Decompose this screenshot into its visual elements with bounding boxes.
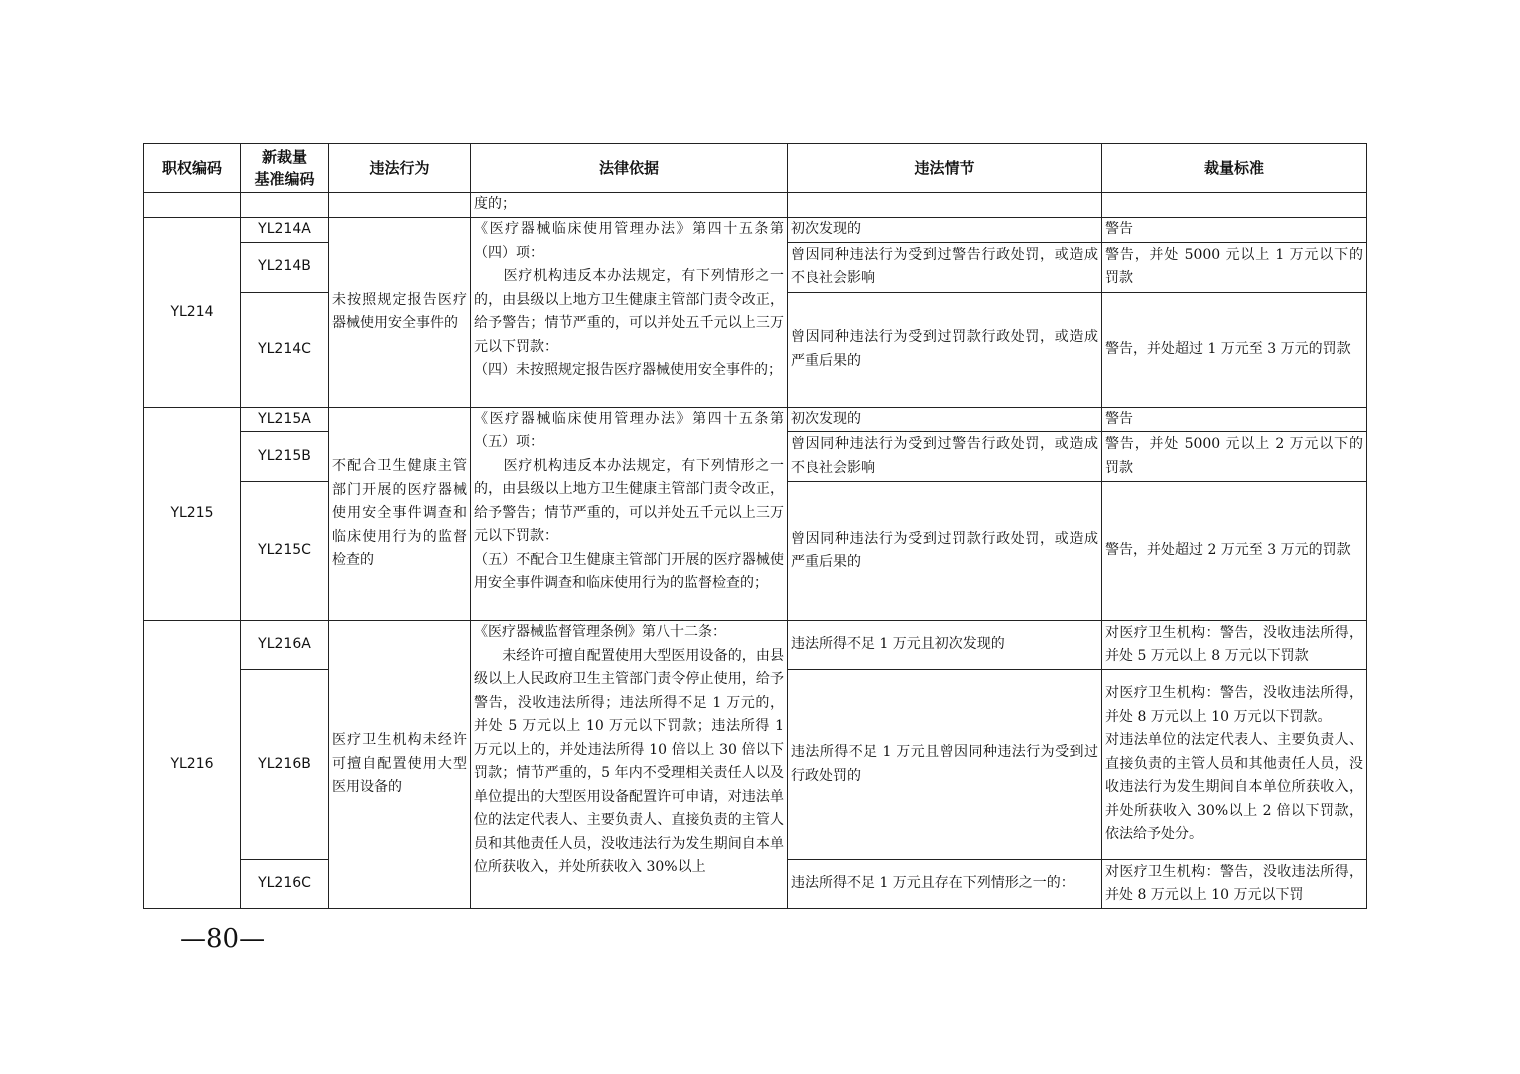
legal-basis: 《医疗器械临床使用管理办法》第四十五条第（五）项： 医疗机构违反本办法规定，有下列情形之一的，由县级以上地方卫生健康主管部门责令改正，给予警告；情节严重的，可以并处五千元以上三万元以下罚款： （五）不配合卫生健康主管部门开展的医疗器械使用安全事件调查和临床使用行为的监督检查的； — [471, 407, 788, 621]
table-row — [144, 218, 1367, 243]
benchmark-code: YL216A — [241, 621, 329, 670]
discretion-standard: 警告，并处超过 1 万元至 3 万元的罚款 — [1102, 292, 1367, 407]
empty-cell — [241, 193, 329, 218]
legal-basis: 《医疗器械监督管理条例》第八十二条： 未经许可擅自配置使用大型医用设备的，由县级以上人民政府卫生主管部门责令停止使用，给予警告，没收违法所得；违法所得不足 1 万元的，并处 5 万元以上 10 万元以下罚款；违法所得 1 万元以上的，并处违法所得 10 倍以上 30 倍以下罚款；情节严重的，5 年内不受理相关责任人以及单位提出的大型医用设备配置许可申请，对违法单位的法定代表人、主要负责人、直接负责的主管人员和其他责任人员，没收违法行为发生期间自本单位所获收入，并处所获收入 30%以上 — [471, 621, 788, 909]
header-legal-basis: 法律依据 — [471, 144, 788, 193]
penalty-discretion-table — [143, 143, 1367, 909]
empty-cell — [144, 193, 241, 218]
discretion-standard: 警告 — [1102, 407, 1367, 432]
circumstance: 违法所得不足 1 万元且初次发现的 — [788, 621, 1102, 670]
circumstance: 曾因同种违法行为受到过罚款行政处罚，或造成严重后果的 — [788, 292, 1102, 407]
table-header-row — [144, 144, 1367, 193]
discretion-standard: 对医疗卫生机构：警告，没收违法所得，并处 8 万元以上 10 万元以下罚款。 对违法单位的法定代表人、主要负责人、直接负责的主管人员和其他责任人员，没收违法行为发生期间自本单位所获收入，并处所获收入 30%以上 2 倍以下罚款，依法给予处分。 — [1102, 670, 1367, 860]
benchmark-code: YL215B — [241, 432, 329, 482]
circumstance: 曾因同种违法行为受到过罚款行政处罚，或造成严重后果的 — [788, 482, 1102, 621]
circumstance: 曾因同种违法行为受到过警告行政处罚，或造成不良社会影响 — [788, 242, 1102, 292]
header-circumstances: 违法情节 — [788, 144, 1102, 193]
benchmark-code: YL216B — [241, 670, 329, 860]
legal-basis: 《医疗器械临床使用管理办法》第四十五条第（四）项： 医疗机构违反本办法规定，有下列情形之一的，由县级以上地方卫生健康主管部门责令改正，给予警告；情节严重的，可以并处五千元以上三万元以下罚款： （四）未按照规定报告医疗器械使用安全事件的； — [471, 218, 788, 408]
benchmark-code: YL216C — [241, 860, 329, 909]
circumstance: 初次发现的 — [788, 218, 1102, 243]
benchmark-code: YL215C — [241, 482, 329, 621]
discretion-standard: 警告，并处 5000 元以上 2 万元以下的罚款 — [1102, 432, 1367, 482]
discretion-standard: 对医疗卫生机构：警告，没收违法所得，并处 5 万元以上 8 万元以下罚款 — [1102, 621, 1367, 670]
header-benchmark-code-line2: 基准编码 — [254, 170, 315, 188]
empty-cell — [329, 193, 471, 218]
benchmark-code: YL214C — [241, 292, 329, 407]
benchmark-code: YL214A — [241, 218, 329, 243]
authority-code: YL214 — [144, 218, 241, 408]
circumstance: 违法所得不足 1 万元且曾因同种违法行为受到过行政处罚的 — [788, 670, 1102, 860]
illegal-act: 医疗卫生机构未经许可擅自配置使用大型医用设备的 — [329, 621, 471, 909]
page-number: —80— — [180, 924, 266, 954]
legal-basis-continued: 度的； — [471, 193, 788, 218]
discretion-standard: 警告 — [1102, 218, 1367, 243]
circumstance: 初次发现的 — [788, 407, 1102, 432]
benchmark-code: YL215A — [241, 407, 329, 432]
empty-cell — [1102, 193, 1367, 218]
table-row — [144, 407, 1367, 432]
authority-code: YL215 — [144, 407, 241, 621]
circumstance: 违法所得不足 1 万元且存在下列情形之一的： — [788, 860, 1102, 909]
header-discretion-standard: 裁量标准 — [1102, 144, 1367, 193]
header-benchmark-code-line1: 新裁量 — [261, 148, 307, 166]
empty-cell — [788, 193, 1102, 218]
table-row-continuation — [144, 193, 1367, 218]
circumstance: 曾因同种违法行为受到过警告行政处罚，或造成不良社会影响 — [788, 432, 1102, 482]
authority-code: YL216 — [144, 621, 241, 909]
discretion-standard: 警告，并处 5000 元以上 1 万元以下的罚款 — [1102, 242, 1367, 292]
header-benchmark-code — [241, 144, 329, 193]
table-row — [144, 621, 1367, 670]
benchmark-code: YL214B — [241, 242, 329, 292]
discretion-standard: 对医疗卫生机构：警告，没收违法所得，并处 8 万元以上 10 万元以下罚 — [1102, 860, 1367, 909]
header-illegal-act: 违法行为 — [329, 144, 471, 193]
discretion-standard: 警告，并处超过 2 万元至 3 万元的罚款 — [1102, 482, 1367, 621]
header-authority-code: 职权编码 — [144, 144, 241, 193]
illegal-act: 不配合卫生健康主管部门开展的医疗器械使用安全事件调查和临床使用行为的监督检查的 — [329, 407, 471, 621]
illegal-act: 未按照规定报告医疗器械使用安全事件的 — [329, 218, 471, 408]
